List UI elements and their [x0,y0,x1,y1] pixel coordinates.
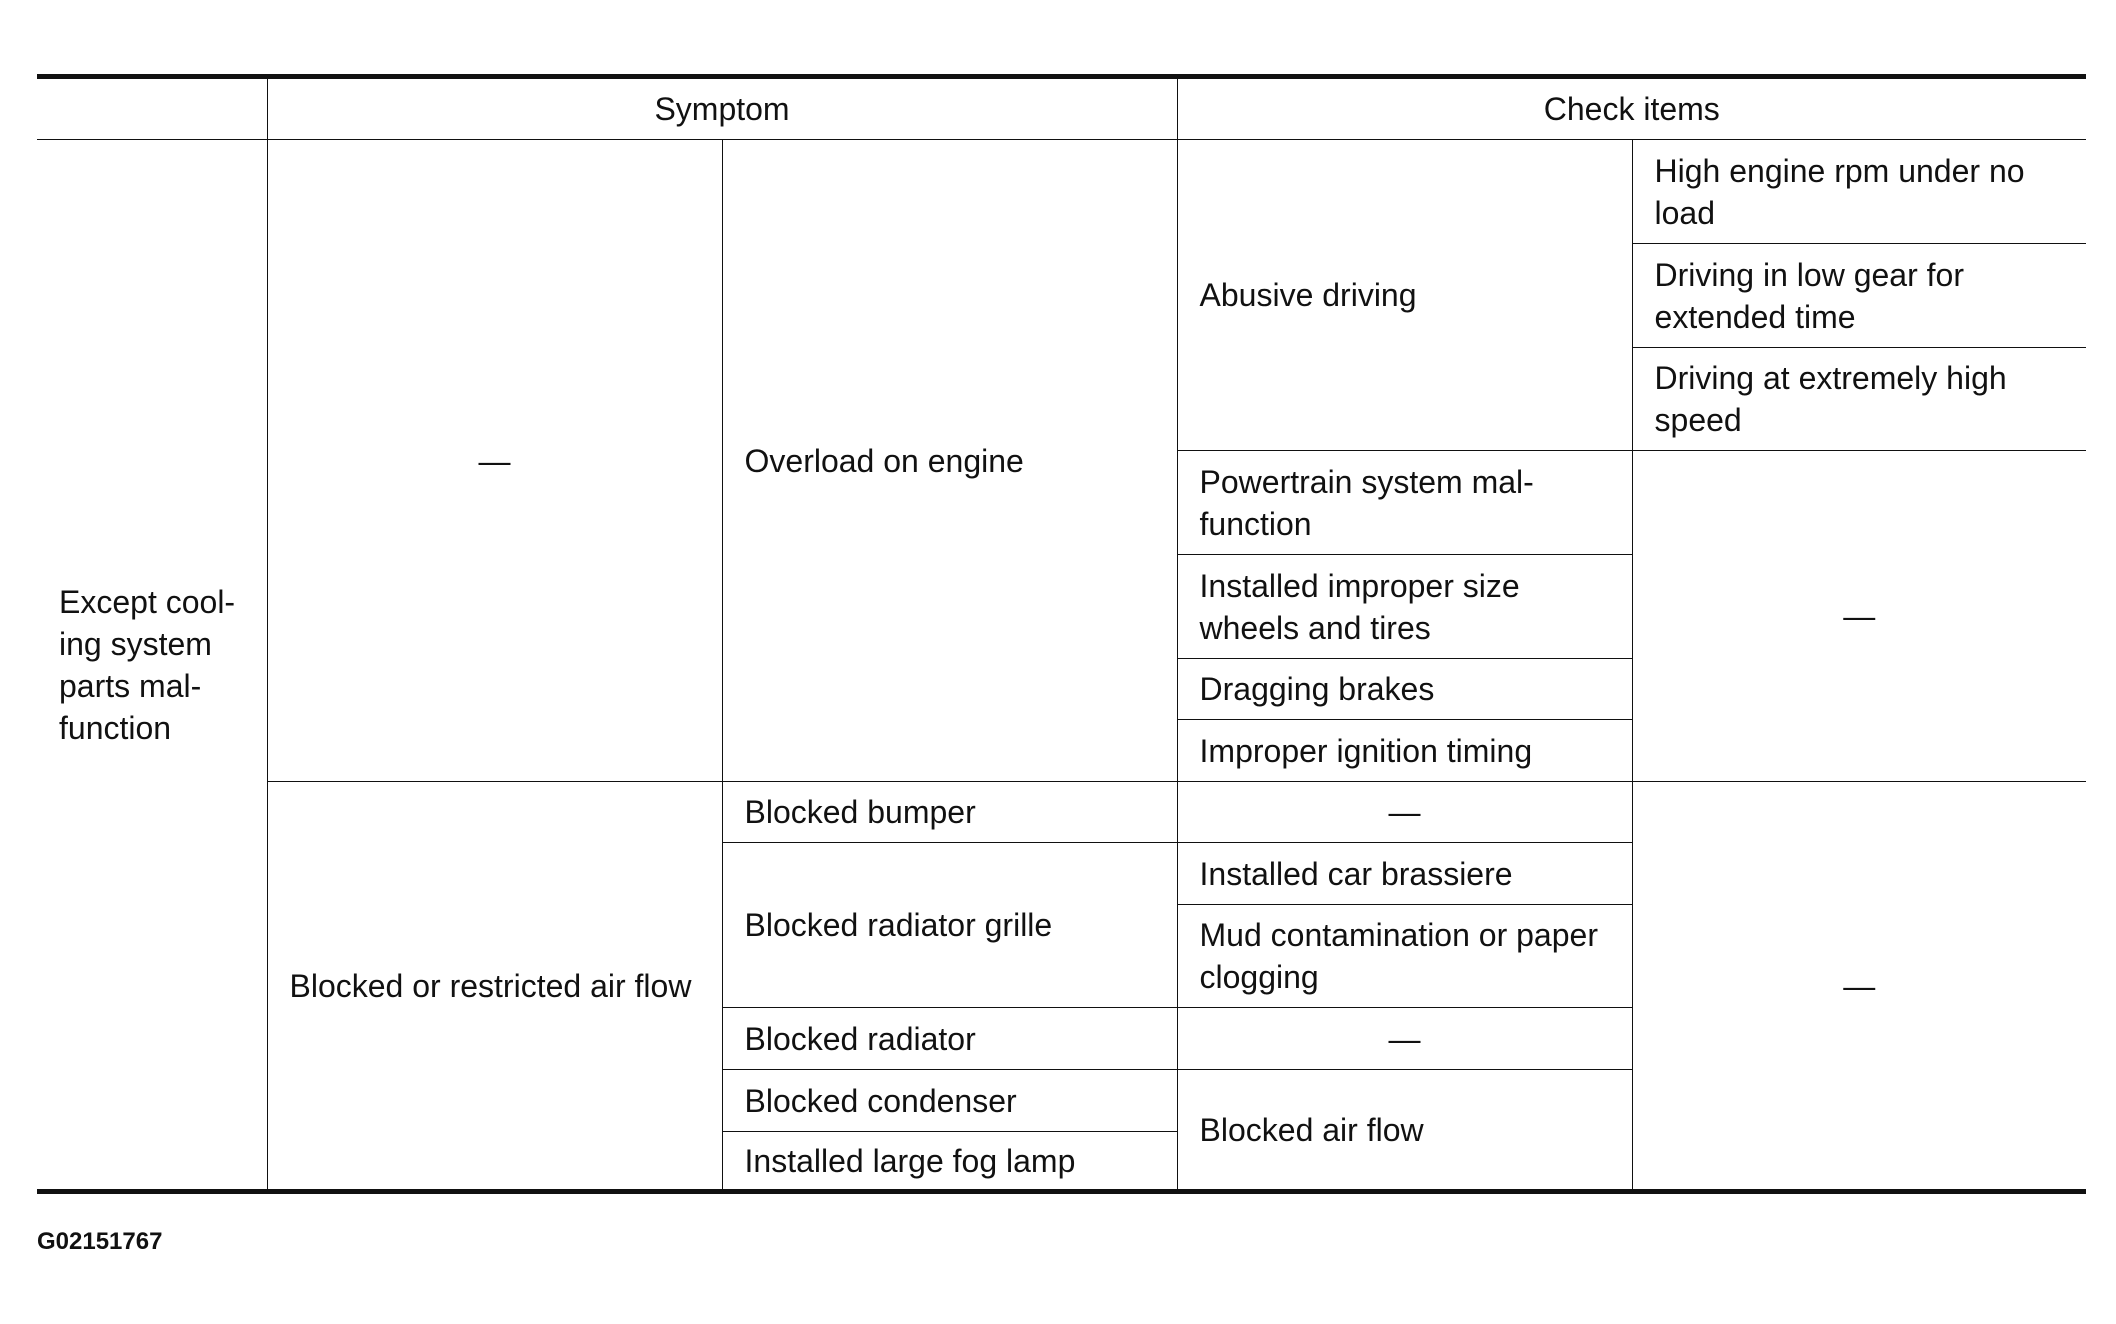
check-table-container [37,74,2086,1194]
overload-check: Installed improper size wheels and tires [1177,555,1632,659]
overload-category: — [267,140,722,782]
abusive-item: High engine rpm under no load [1632,140,2086,244]
abusive-item: Driving in low gear for extended time [1632,244,2086,348]
header-blank [37,77,267,140]
overheat-cause-table [37,74,2086,1194]
header-symptom: Symptom [267,77,1177,140]
blocked-air-flow-cell: Blocked air flow [1177,1070,1632,1192]
overload-symptom: Overload on engine [722,140,1177,782]
abusive-item: Driving at extremely high speed [1632,348,2086,451]
header-row [37,77,2086,140]
header-check-items: Check items [1177,77,2086,140]
blocked-radiator-check: — [1177,1008,1632,1070]
overload-check-detail: — [1632,451,2086,782]
blocked-bumper-check: — [1177,782,1632,843]
row-group-label: Except cool-ing system parts mal-function [37,140,267,1192]
abusive-driving-cell: Abusive driving [1177,140,1632,451]
table-row [37,782,2086,843]
blocked-radiator-cell: Blocked radiator [722,1008,1177,1070]
airflow-detail: — [1632,782,2086,1192]
grille-check: Mud contamination or paper clogging [1177,905,1632,1008]
blocked-grille-cell: Blocked radiator grille [722,843,1177,1008]
table-row [37,140,2086,244]
fog-lamp-cell: Installed large fog lamp [722,1132,1177,1192]
overload-check: Improper ignition timing [1177,720,1632,782]
figure-id: G02151767 [37,1228,163,1255]
airflow-category: Blocked or restricted air flow [267,782,722,1192]
blocked-bumper-cell: Blocked bumper [722,782,1177,843]
overload-check: Dragging brakes [1177,659,1632,720]
grille-check: Installed car brassiere [1177,843,1632,905]
overload-check: Powertrain system mal-function [1177,451,1632,555]
blocked-condenser-cell: Blocked condenser [722,1070,1177,1132]
